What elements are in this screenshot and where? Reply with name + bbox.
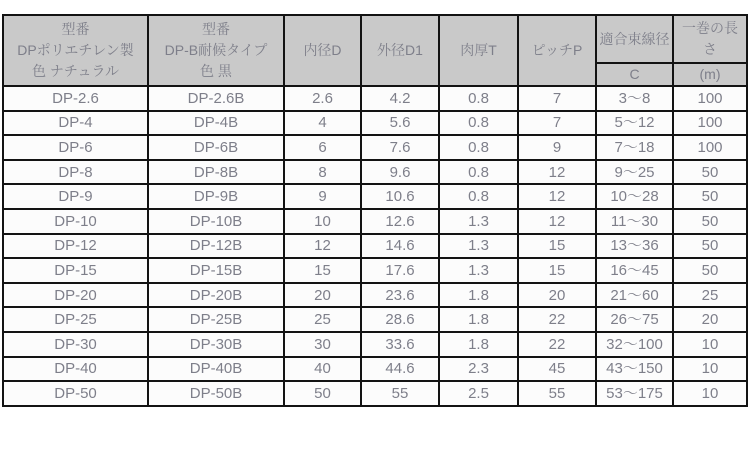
- header-line-material: DP-B耐候タイプ: [164, 42, 268, 58]
- header-model-natural: [3, 15, 148, 86]
- cell-roll-length: 50: [673, 258, 747, 283]
- cell-model-black: DP-2.6B: [148, 86, 284, 111]
- header-thickness: 肉厚T: [439, 15, 518, 86]
- cell-model-black: DP-4B: [148, 111, 284, 136]
- header-line-color: 色 ナチュラル: [31, 63, 120, 79]
- cell-bundle-diameter: 26〜75: [596, 307, 673, 332]
- cell-inner-diameter: 50: [284, 381, 361, 406]
- cell-inner-diameter: 20: [284, 283, 361, 308]
- cell-roll-length: 50: [673, 234, 747, 259]
- cell-inner-diameter: 40: [284, 357, 361, 382]
- cell-outer-diameter: 28.6: [361, 307, 439, 332]
- cell-thickness: 1.3: [439, 234, 518, 259]
- cell-pitch: 55: [518, 381, 596, 406]
- table-row: [3, 160, 747, 185]
- cell-pitch: 22: [518, 307, 596, 332]
- cell-model-natural: DP-40: [3, 357, 148, 382]
- table-row: [3, 184, 747, 209]
- cell-model-black: DP-8B: [148, 160, 284, 185]
- table-row: [3, 381, 747, 406]
- table-row: [3, 283, 747, 308]
- cell-outer-diameter: 5.6: [361, 111, 439, 136]
- cell-bundle-diameter: 9〜25: [596, 160, 673, 185]
- cell-model-natural: DP-20: [3, 283, 148, 308]
- cell-model-natural: DP-4: [3, 111, 148, 136]
- cell-model-black: DP-9B: [148, 184, 284, 209]
- cell-inner-diameter: 2.6: [284, 86, 361, 111]
- header-line-model: 型番: [61, 21, 90, 37]
- cell-model-natural: DP-25: [3, 307, 148, 332]
- cell-pitch: 20: [518, 283, 596, 308]
- cell-bundle-diameter: 21〜60: [596, 283, 673, 308]
- header-outer-diameter: 外径D1: [361, 15, 439, 86]
- table-row: [3, 209, 747, 234]
- cell-model-black: DP-15B: [148, 258, 284, 283]
- cell-roll-length: 100: [673, 135, 747, 160]
- cell-model-natural: DP-6: [3, 135, 148, 160]
- header-pitch: ピッチP: [518, 15, 596, 86]
- cell-inner-diameter: 6: [284, 135, 361, 160]
- header-bundle-diameter-sub: C: [596, 63, 673, 86]
- cell-thickness: 0.8: [439, 86, 518, 111]
- header-line-color: 色 黒: [200, 63, 232, 79]
- cell-bundle-diameter: 10〜28: [596, 184, 673, 209]
- cell-bundle-diameter: 16〜45: [596, 258, 673, 283]
- cell-thickness: 0.8: [439, 184, 518, 209]
- cell-pitch: 22: [518, 332, 596, 357]
- cell-roll-length: 20: [673, 307, 747, 332]
- table-body: [3, 86, 747, 406]
- cell-roll-length: 50: [673, 160, 747, 185]
- cell-thickness: 2.3: [439, 357, 518, 382]
- cell-pitch: 9: [518, 135, 596, 160]
- cell-inner-diameter: 9: [284, 184, 361, 209]
- cell-inner-diameter: 8: [284, 160, 361, 185]
- cell-roll-length: 100: [673, 111, 747, 136]
- table-row: [3, 86, 747, 111]
- table-header: [3, 15, 747, 86]
- cell-roll-length: 100: [673, 86, 747, 111]
- cell-model-black: DP-40B: [148, 357, 284, 382]
- cell-thickness: 0.8: [439, 111, 518, 136]
- cell-model-black: DP-50B: [148, 381, 284, 406]
- cell-model-natural: DP-30: [3, 332, 148, 357]
- cell-outer-diameter: 55: [361, 381, 439, 406]
- cell-model-natural: DP-2.6: [3, 86, 148, 111]
- header-line-model: 型番: [202, 21, 230, 37]
- table-row: [3, 357, 747, 382]
- cell-pitch: 12: [518, 209, 596, 234]
- cell-model-natural: DP-15: [3, 258, 148, 283]
- cell-thickness: 1.8: [439, 307, 518, 332]
- cell-pitch: 7: [518, 86, 596, 111]
- cell-pitch: 15: [518, 258, 596, 283]
- cell-roll-length: 10: [673, 332, 747, 357]
- header-roll-length: 一巻の長さ: [673, 15, 747, 63]
- cell-model-black: DP-10B: [148, 209, 284, 234]
- cell-thickness: 2.5: [439, 381, 518, 406]
- cell-bundle-diameter: 13〜36: [596, 234, 673, 259]
- cell-thickness: 1.8: [439, 332, 518, 357]
- header-line-material: DPポリエチレン製: [17, 42, 134, 58]
- cell-roll-length: 25: [673, 283, 747, 308]
- cell-bundle-diameter: 7〜18: [596, 135, 673, 160]
- cell-model-natural: DP-12: [3, 234, 148, 259]
- cell-outer-diameter: 44.6: [361, 357, 439, 382]
- cell-outer-diameter: 9.6: [361, 160, 439, 185]
- cell-outer-diameter: 14.6: [361, 234, 439, 259]
- cell-model-natural: DP-50: [3, 381, 148, 406]
- cell-model-black: DP-6B: [148, 135, 284, 160]
- table-row: [3, 332, 747, 357]
- cell-thickness: 1.3: [439, 258, 518, 283]
- cell-bundle-diameter: 5〜12: [596, 111, 673, 136]
- cell-bundle-diameter: 53〜175: [596, 381, 673, 406]
- cell-pitch: 12: [518, 184, 596, 209]
- spec-table: [2, 14, 748, 407]
- cell-pitch: 12: [518, 160, 596, 185]
- cell-inner-diameter: 25: [284, 307, 361, 332]
- cell-roll-length: 10: [673, 381, 747, 406]
- cell-model-black: DP-25B: [148, 307, 284, 332]
- cell-inner-diameter: 10: [284, 209, 361, 234]
- cell-inner-diameter: 30: [284, 332, 361, 357]
- cell-outer-diameter: 10.6: [361, 184, 439, 209]
- table-row: [3, 234, 747, 259]
- header-bundle-diameter: 適合束線径: [596, 15, 673, 63]
- cell-roll-length: 10: [673, 357, 747, 382]
- cell-inner-diameter: 15: [284, 258, 361, 283]
- header-inner-diameter: 内径D: [284, 15, 361, 86]
- cell-model-natural: DP-10: [3, 209, 148, 234]
- cell-outer-diameter: 23.6: [361, 283, 439, 308]
- cell-outer-diameter: 12.6: [361, 209, 439, 234]
- cell-pitch: 15: [518, 234, 596, 259]
- cell-model-black: DP-30B: [148, 332, 284, 357]
- cell-outer-diameter: 33.6: [361, 332, 439, 357]
- cell-inner-diameter: 12: [284, 234, 361, 259]
- cell-thickness: 1.3: [439, 209, 518, 234]
- cell-thickness: 1.8: [439, 283, 518, 308]
- cell-pitch: 7: [518, 111, 596, 136]
- cell-bundle-diameter: 3〜8: [596, 86, 673, 111]
- cell-roll-length: 50: [673, 209, 747, 234]
- cell-pitch: 45: [518, 357, 596, 382]
- cell-roll-length: 50: [673, 184, 747, 209]
- cell-model-black: DP-20B: [148, 283, 284, 308]
- cell-model-black: DP-12B: [148, 234, 284, 259]
- cell-bundle-diameter: 32〜100: [596, 332, 673, 357]
- cell-thickness: 0.8: [439, 135, 518, 160]
- table-row: [3, 258, 747, 283]
- cell-model-natural: DP-8: [3, 160, 148, 185]
- cell-bundle-diameter: 43〜150: [596, 357, 673, 382]
- cell-bundle-diameter: 11〜30: [596, 209, 673, 234]
- cell-model-natural: DP-9: [3, 184, 148, 209]
- table-row: [3, 307, 747, 332]
- header-roll-length-sub: (m): [673, 63, 747, 86]
- header-row-top: [3, 15, 747, 63]
- header-model-black: [148, 15, 284, 86]
- table-row: [3, 111, 747, 136]
- cell-outer-diameter: 17.6: [361, 258, 439, 283]
- cell-thickness: 0.8: [439, 160, 518, 185]
- table-row: [3, 135, 747, 160]
- cell-outer-diameter: 4.2: [361, 86, 439, 111]
- cell-inner-diameter: 4: [284, 111, 361, 136]
- cell-outer-diameter: 7.6: [361, 135, 439, 160]
